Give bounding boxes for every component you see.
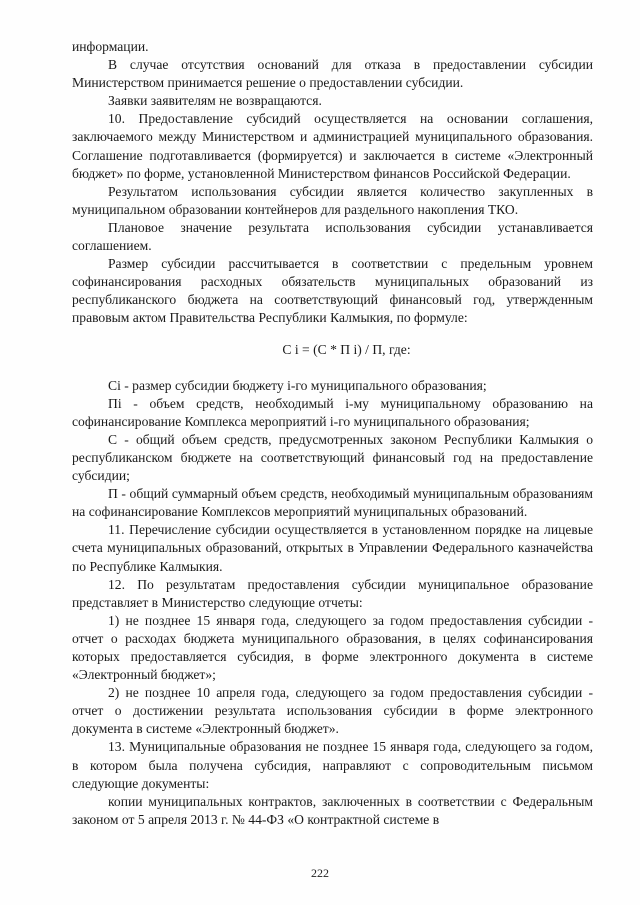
paragraph: копии муниципальных контрактов, заключенных в соответствии с Федеральным законом от 5 апреля 2013 г. № 44-ФЗ «О контрактной системе в bbox=[72, 793, 593, 827]
paragraph: 11. Перечисление субсидии осуществляется в установленном порядке на лицевые счета муниципальных образований, открытых в Управлении Федерального казначейства по Республике Калмыкия. bbox=[72, 522, 593, 574]
paragraph: Результатом использования субсидии является количество закупленных в муниципальном образовании контейнеров для раздельного накопления ТКО. bbox=[72, 183, 593, 217]
list-item: 2) не позднее 10 апреля года, следующего за годом предоставления субсидии - отчет о достижении результата использования субсидии в форме электронного документа в системе «Электронный бюджет». bbox=[72, 685, 593, 737]
paragraph: Плановое значение результата использования субсидии устанавливается соглашением. bbox=[72, 219, 593, 254]
paragraph: Заявки заявителям не возвращаются. bbox=[108, 93, 322, 109]
definition: Ci - размер субсидии бюджету i-го муниципального образования; bbox=[108, 377, 487, 393]
paragraph: 12. По результатам предоставления субсидии муниципальное образование представляет в Министерство следующие отчеты: bbox=[72, 576, 593, 610]
definition: С - общий объем средств, предусмотренных законом Республики Калмыкия о республиканском бюджете на соответствующий финансовый год на предоставление субсидии; bbox=[72, 431, 593, 484]
formula: C i = (C * П i) / П, где: bbox=[282, 341, 411, 357]
paragraph: информации. bbox=[72, 39, 149, 54]
paragraph: В случае отсутствия оснований для отказа в предоставлении субсидии Министерством принимается решение о предоставлении субсидии. bbox=[72, 57, 593, 91]
paragraph: 13. Муниципальные образования не позднее 15 января года, следующего за годом, в котором была получена субсидия, направляют с сопроводительным письмом следующие документы: bbox=[72, 739, 593, 791]
paragraph: 10. Предоставление субсидий осуществляется на основании соглашения, заключаемого между Министерством и администрацией муниципального образования. Соглашение подготавливается (формируется) и заключается в системе «Электронный бюджет» по форме, установленной Министерством финансов Российской Федерации. bbox=[72, 111, 593, 181]
definition: Пi - объем средств, необходимый i-му муниципальному образованию на софинансирование Комплекса мероприятий i-го муниципального образования; bbox=[72, 395, 593, 429]
paragraph: Размер субсидии рассчитывается в соответствии с предельным уровнем софинансирования расходных обязательств муниципальных образований из республиканского бюджета на соответствующий финансовый год, утвержденным правовым актом Правительства Республики Калмыкия, по формуле: bbox=[72, 256, 593, 326]
page-number: 222 bbox=[311, 866, 329, 880]
document-body bbox=[72, 38, 593, 829]
list-item: 1) не позднее 15 января года, следующего за годом предоставления субсидии - отчет о расходах бюджета муниципального образования, в целях софинансирования которых предоставляется субсидия, в форме электронного документа в системе «Электронный бюджет»; bbox=[72, 612, 593, 683]
definition: П - общий суммарный объем средств, необходимый муниципальным образованиям на софинансирование Комплексов мероприятий муниципальных образований. bbox=[72, 486, 593, 520]
